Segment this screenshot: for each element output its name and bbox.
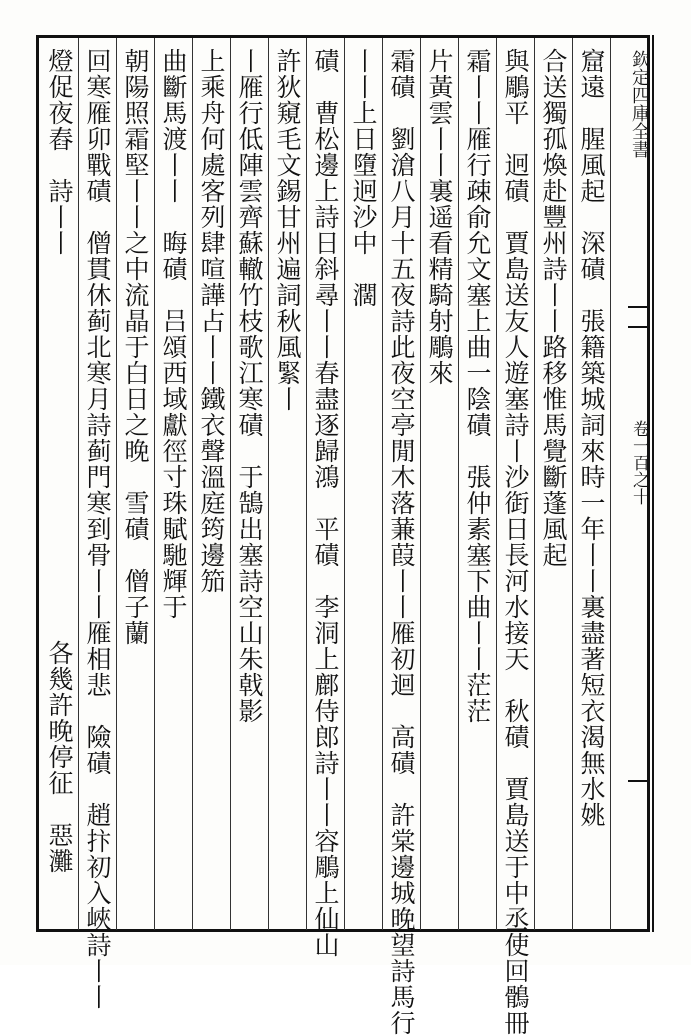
column-rule	[78, 38, 79, 930]
column-rule	[154, 38, 155, 930]
text-column: 丨雁行低陣雲齊蘇轍竹枝歌江寒磧 于鵠出塞詩空山朱戟影	[235, 48, 264, 724]
text-column: 回寒雁卯戰磧 僧貫休蓟北寒月詩蓟門寒到骨丨丨雁相悲 險磧 趙抃初入峽詩丨丨	[83, 48, 112, 1010]
text-column: 窟遠 腥風起 深磧 張籍築城詞來時一年丨丨裏盡著短衣渴無水姚	[577, 48, 606, 828]
text-column: 與鵰平 迥磧 賈島送友人遊塞詩丨沙衘日長河水接天 秋磧 賈島送于中丞使回鶻冊	[501, 48, 530, 1036]
column-rule	[268, 38, 269, 930]
column-rule	[116, 38, 117, 930]
column-rule	[420, 38, 421, 930]
text-column: 合送獨孤煥赴豐州詩丨丨路移惟馬覺斷蓬風起	[539, 48, 568, 568]
fish-tail-mark	[628, 306, 650, 328]
column-rule	[230, 38, 231, 930]
column-rule	[534, 38, 535, 930]
page-spine	[652, 35, 682, 932]
column-rule	[344, 38, 345, 930]
text-column: 許狄窺毛文錫甘州遍詞秋風緊丨	[273, 48, 302, 412]
text-column: 丨丨上日墮迥沙中 濶	[349, 48, 378, 308]
text-column: 朝陽照霜堅丨丨之中流晶于白日之晚 雪磧 僧子蘭	[121, 48, 150, 646]
column-rule	[382, 38, 383, 930]
column-rule	[610, 38, 611, 930]
text-column: 上乘舟何處客列肆喧譁占丨丨鐵衣聲溫庭筠邊笳	[197, 48, 226, 594]
text-column: 霜丨丨雁行疎俞允文塞上曲一陰磧 張仲素塞下曲丨丨茫茫	[463, 48, 492, 724]
text-column: 曲斷馬渡丨丨 晦磧 吕頌西域獻徑寸珠賦馳輝于	[159, 48, 188, 620]
text-column: 霜磧 劉滄八月十五夜詩此夜空亭閒木落蒹葭丨丨雁初迴 高磧 許棠邊城晚望詩馬行	[387, 48, 416, 1036]
lower-mark	[628, 780, 650, 782]
column-rule	[306, 38, 307, 930]
text-column: 各幾許晚停征 惡灘	[45, 640, 74, 874]
column-rule	[572, 38, 573, 930]
text-column: 片黃雲丨丨裏遥看精騎射鵰來	[425, 48, 454, 386]
text-column: 磧 曹松邊上詩日斜尋丨丨春盡逐歸鴻 平磧 李洞上鄜侍郎詩丨丨容鵰上仙山	[311, 48, 340, 958]
column-rule	[458, 38, 459, 930]
column-rule	[192, 38, 193, 930]
column-rule	[496, 38, 497, 930]
text-column: 燈促夜舂 詩丨丨	[45, 48, 74, 256]
volume-number: 卷一百之十	[629, 420, 649, 505]
book-title: 欽定四庫全書	[629, 50, 650, 158]
